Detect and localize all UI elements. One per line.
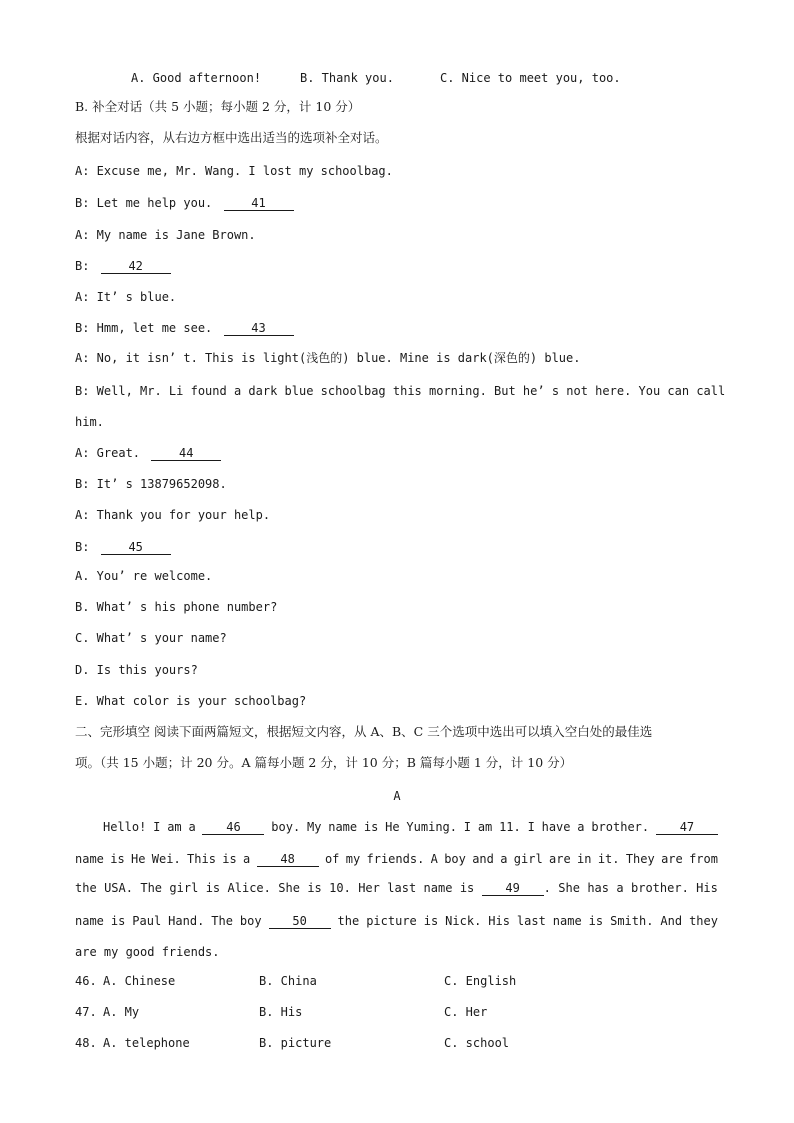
passage-label: A — [393, 789, 401, 803]
passage-word: is — [423, 914, 439, 928]
passage-word: 11. — [499, 820, 521, 834]
passage-word: is — [110, 852, 125, 866]
passage-word: name — [75, 852, 104, 866]
passage-word: from — [689, 852, 718, 866]
passage-word: is — [222, 852, 237, 866]
answer-blank-word — [202, 819, 264, 835]
question-number: 46. — [75, 974, 97, 988]
passage-word: And — [660, 914, 683, 928]
choice-item: B. What’ s his phone number? — [75, 600, 278, 614]
passage-word: last — [387, 881, 417, 895]
answer-option-b[interactable]: B. His — [259, 1005, 303, 1019]
passage-word: I — [153, 820, 161, 834]
answer-option-c[interactable]: C. English — [444, 974, 517, 988]
passage-word: They — [625, 852, 655, 866]
answer-blank-word — [257, 851, 319, 867]
dialogue-line: A: No, it isn’ t. This is light(浅色的) blue. Mine is dark(深色的) blue. — [75, 351, 581, 365]
passage-word: name — [75, 914, 104, 928]
passage-word: name — [423, 881, 453, 895]
passage-word: USA. — [104, 881, 133, 895]
choice-item: D. Is this yours? — [75, 663, 198, 677]
answer-option-a[interactable]: A. Chinese — [103, 974, 176, 988]
section-b-title: B. 补全对话（共 5 小题；每小题 2 分，计 10 分） — [75, 99, 361, 114]
passage-word: a — [188, 820, 196, 834]
passage-word: is — [110, 914, 126, 928]
passage-word: and — [472, 852, 494, 866]
passage-word: have — [541, 820, 571, 834]
answer-blank[interactable]: 44 — [151, 446, 221, 461]
dialogue-text: A: Great. — [75, 446, 141, 460]
passage-word: last — [516, 914, 546, 928]
passage-word: brother. — [591, 820, 650, 834]
passage-word: has — [587, 881, 610, 895]
passage-line — [75, 913, 718, 929]
passage-word: He — [385, 820, 400, 834]
passage-word: girl — [169, 881, 199, 895]
passage-word: picture — [366, 914, 417, 928]
passage-word: my — [345, 852, 361, 866]
passage-word: am — [477, 820, 493, 834]
dialogue-text: B: Let me help you. — [75, 196, 213, 210]
passage-word: Hand. — [168, 914, 205, 928]
passage-word: She — [278, 881, 300, 895]
passage-word: am — [167, 820, 182, 834]
section-b-instruction: 根据对话内容，从右边方框中选出适当的选项补全对话。 — [75, 130, 388, 145]
passage-word: boy. — [271, 820, 301, 834]
question-number: 47. — [75, 1005, 97, 1019]
answer-option-c[interactable]: C. school — [444, 1036, 510, 1050]
choice-item: C. What’ s your name? — [75, 631, 227, 645]
passage-word: His — [488, 914, 510, 928]
answer-blank[interactable]: 41 — [224, 196, 294, 211]
passage-word: a — [577, 820, 585, 834]
passage-line — [75, 851, 718, 867]
option-a: A. Good afternoon! — [131, 71, 262, 85]
passage-word: Smith. — [610, 914, 654, 928]
passage-word: girl — [513, 852, 543, 866]
passage-word: is — [459, 881, 475, 895]
dialogue-text: B: — [75, 540, 90, 554]
passage-line — [75, 880, 718, 896]
passage-word: Alice. — [227, 881, 271, 895]
answer-option-b[interactable]: B. China — [259, 974, 317, 988]
passage-word: 10. — [329, 881, 351, 895]
passage-word: the — [75, 881, 97, 895]
passage-word: She — [558, 881, 580, 895]
section-2-title: 二、完形填空 阅读下面两篇短文，根据短文内容，从 A、B、C 三个选项中选出可以填入空白处的最佳选 — [75, 724, 653, 739]
passage-word: a — [500, 852, 508, 866]
answer-blank-word — [656, 819, 718, 835]
answer-option-c[interactable]: C. Her — [444, 1005, 488, 1019]
passage-line — [103, 819, 718, 835]
answer-option-b[interactable]: B. picture — [259, 1036, 332, 1050]
passage-word: I — [527, 820, 535, 834]
passage-word: of — [324, 852, 340, 866]
option-b: B. Thank you. — [300, 71, 394, 85]
answer-option-a[interactable]: A. telephone — [103, 1036, 190, 1050]
passage-word: is — [205, 881, 221, 895]
dialogue-text: B: — [75, 259, 90, 273]
dialogue-line: A: Excuse me, Mr. Wang. I lost my schoolbag. — [75, 164, 393, 178]
passage-word: a — [616, 881, 624, 895]
passage-word: He — [131, 852, 146, 866]
passage-word: Hello! — [103, 820, 147, 834]
passage-word: boy — [239, 914, 262, 928]
passage-line: are my good friends. — [75, 945, 220, 959]
dialogue-text: B: Hmm, let me see. — [75, 321, 213, 335]
passage-word: friends. — [366, 852, 425, 866]
passage-word: is — [307, 881, 322, 895]
dialogue-line: A: It’ s blue. — [75, 290, 177, 304]
passage-word: the — [337, 914, 360, 928]
dialogue-line — [75, 320, 294, 336]
answer-blank[interactable]: 50 — [269, 914, 331, 929]
answer-blank[interactable]: 42 — [101, 259, 171, 274]
passage-word: in — [577, 852, 592, 866]
passage-word: The — [140, 881, 163, 895]
dialogue-line — [75, 539, 171, 555]
answer-blank[interactable]: 45 — [101, 540, 171, 555]
choice-item: E. What color is your schoolbag? — [75, 694, 307, 708]
passage-word: The — [211, 914, 233, 928]
section-2-title-cont: 项。（共 15 小题；计 20 分。A 篇每小题 2 分，计 10 分；B 篇每小题 1 分，计 10 分） — [75, 755, 573, 770]
passage-word: Yuming. — [406, 820, 457, 834]
answer-blank[interactable]: 43 — [224, 321, 294, 336]
passage-word: I — [463, 820, 472, 834]
dialogue-line: B: Well, Mr. Li found a dark blue schoolbag this morning. But he’ s not here. You can call — [75, 384, 726, 398]
passage-word: name — [328, 820, 358, 834]
passage-word: Her — [358, 881, 380, 895]
passage-word: brother. — [631, 881, 689, 895]
passage-word: A — [430, 852, 438, 866]
choice-item: A. You’ re welcome. — [75, 569, 213, 583]
passage-word: are — [661, 852, 683, 866]
answer-option-a[interactable]: A. My — [103, 1005, 140, 1019]
dialogue-line: A: Thank you for your help. — [75, 508, 271, 522]
dialogue-line — [75, 195, 294, 211]
passage-word: Nick. — [445, 914, 482, 928]
passage-word: boy — [444, 852, 466, 866]
question-number: 48. — [75, 1036, 97, 1050]
answer-blank[interactable]: 47 — [656, 820, 718, 835]
passage-word: is — [363, 820, 379, 834]
passage-word: Wei. — [151, 852, 181, 866]
passage-word: Paul — [132, 914, 162, 928]
dialogue-line — [75, 445, 221, 461]
answer-blank[interactable]: 49 — [482, 881, 544, 896]
dialogue-line: him. — [75, 415, 104, 429]
passage-word: My — [306, 820, 322, 834]
passage-word: they — [689, 914, 718, 928]
passage-word: it. — [597, 852, 620, 866]
passage-word: a — [243, 852, 251, 866]
dialogue-line — [75, 258, 171, 274]
punctuation: . — [543, 881, 551, 895]
answer-blank[interactable]: 48 — [257, 852, 319, 867]
dialogue-line: A: My name is Jane Brown. — [75, 228, 256, 242]
answer-blank-word — [269, 913, 331, 929]
answer-blank-word — [482, 880, 551, 896]
answer-blank[interactable]: 46 — [202, 820, 264, 835]
passage-word: This — [187, 852, 216, 866]
passage-word: His — [696, 881, 718, 895]
dialogue-line: B: It’ s 13879652098. — [75, 477, 227, 491]
passage-word: name — [552, 914, 582, 928]
passage-word: are — [549, 852, 571, 866]
option-c: C. Nice to meet you, too. — [440, 71, 621, 85]
passage-word: is — [588, 914, 604, 928]
